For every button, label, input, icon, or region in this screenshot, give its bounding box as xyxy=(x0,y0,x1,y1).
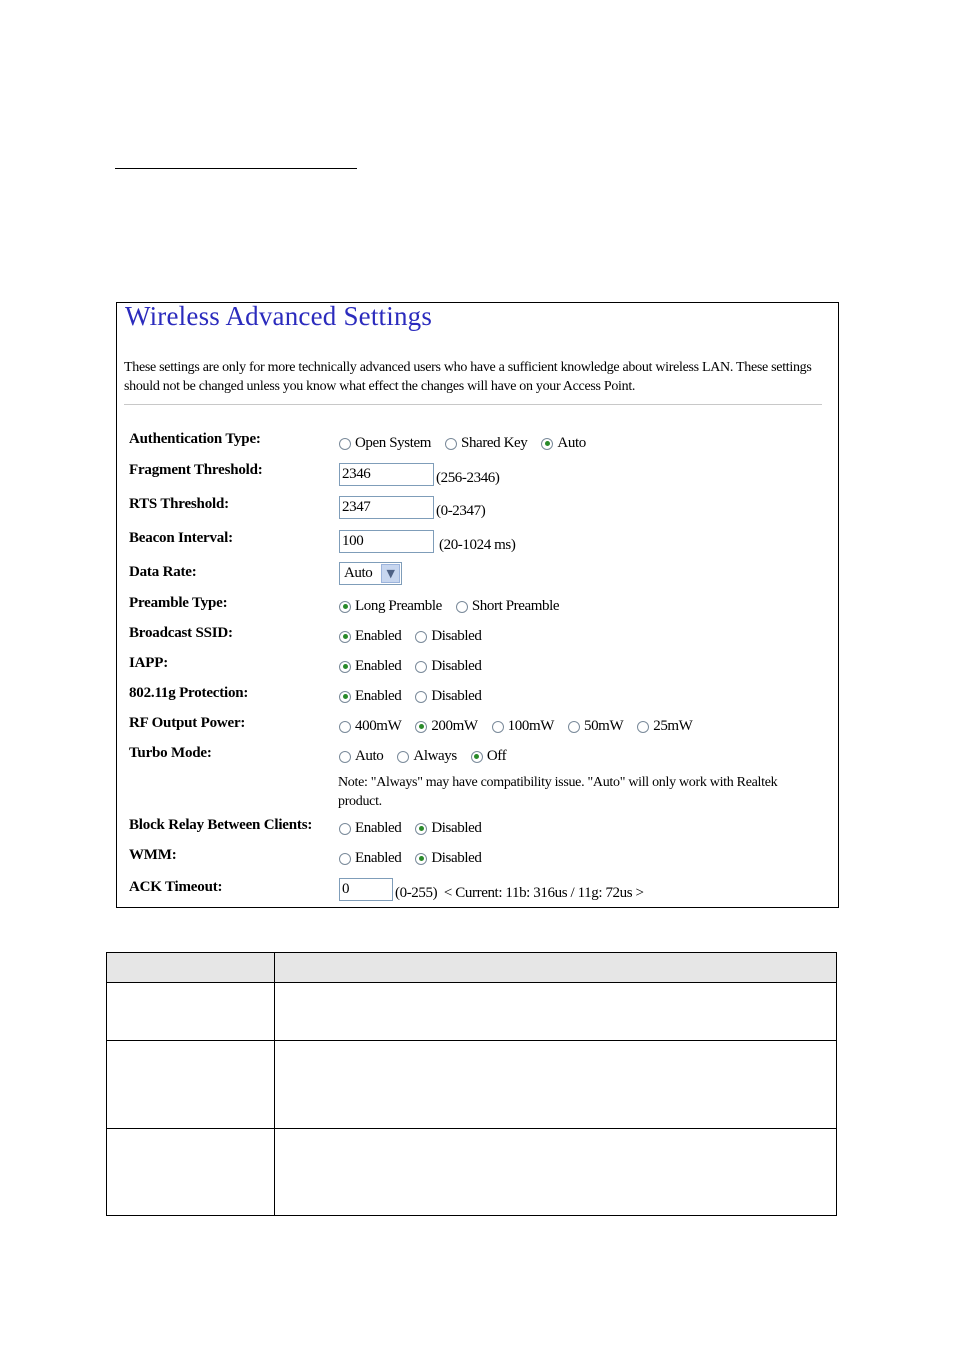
ack-timeout-label: ACK Timeout: xyxy=(129,879,223,895)
heading-underline xyxy=(115,168,357,169)
preamble-type-label: Preamble Type: xyxy=(129,595,228,611)
radio-off-icon xyxy=(415,691,427,703)
radio-off-icon xyxy=(415,661,427,673)
table-header-cell xyxy=(107,953,275,983)
rf-power-25mw-radio[interactable]: 25mW xyxy=(637,718,692,735)
preamble-type-group xyxy=(339,598,573,615)
radio-off-icon xyxy=(339,438,351,450)
radio-off-icon xyxy=(397,751,409,763)
rf-output-power-group xyxy=(339,718,706,735)
radio-on-icon xyxy=(339,601,351,613)
turbo-mode-group xyxy=(339,748,520,765)
table-row xyxy=(107,1129,837,1216)
beacon-interval-label: Beacon Interval: xyxy=(129,530,233,546)
radio-off-icon xyxy=(339,823,351,835)
radio-on-icon xyxy=(339,661,351,673)
beacon-interval-input[interactable]: 100 xyxy=(339,530,434,553)
table-cell xyxy=(275,1041,837,1129)
radio-on-icon xyxy=(471,751,483,763)
radio-off-icon xyxy=(492,721,504,733)
fragment-threshold-hint: (256-2346) xyxy=(436,470,500,486)
protection-label: 802.11g Protection: xyxy=(129,685,249,701)
turbo-always-radio[interactable]: Always xyxy=(397,748,456,765)
ack-timeout-input[interactable]: 0 xyxy=(339,878,393,901)
table-row xyxy=(107,1041,837,1129)
protection-group xyxy=(339,688,495,705)
radio-off-icon xyxy=(637,721,649,733)
wireless-advanced-settings-panel xyxy=(116,302,839,908)
turbo-mode-label: Turbo Mode: xyxy=(129,745,212,761)
beacon-interval-group xyxy=(339,529,515,554)
fragment-threshold-input[interactable]: 2346 xyxy=(339,463,434,486)
table-cell xyxy=(107,983,275,1041)
wmm-group xyxy=(339,850,495,867)
preamble-long-radio[interactable]: Long Preamble xyxy=(339,598,442,615)
table-cell xyxy=(275,983,837,1041)
iapp-enabled-radio[interactable]: Enabled xyxy=(339,658,401,675)
auth-auto-radio[interactable]: Auto xyxy=(541,435,585,452)
block-relay-disabled-radio[interactable]: Disabled xyxy=(415,820,481,837)
table-row xyxy=(107,983,837,1041)
page-title: Wireless Advanced Settings xyxy=(125,301,433,331)
rts-threshold-hint: (0-2347) xyxy=(436,503,486,519)
rts-threshold-input[interactable]: 2347 xyxy=(339,496,434,519)
iapp-group xyxy=(339,658,495,675)
radio-on-icon xyxy=(415,853,427,865)
rf-power-100mw-radio[interactable]: 100mW xyxy=(492,718,554,735)
rf-power-50mw-radio[interactable]: 50mW xyxy=(568,718,623,735)
data-rate-label: Data Rate: xyxy=(129,564,197,580)
fragment-threshold-group xyxy=(339,462,500,487)
ack-timeout-hint: (0-255) < Current: 11b: 316us / 11g: 72us > xyxy=(395,885,644,901)
radio-off-icon xyxy=(339,853,351,865)
radio-on-icon xyxy=(541,438,553,450)
settings-description-table xyxy=(106,952,837,1216)
broadcast-ssid-disabled-radio[interactable]: Disabled xyxy=(415,628,481,645)
radio-on-icon xyxy=(339,691,351,703)
block-relay-group xyxy=(339,820,495,837)
wmm-disabled-radio[interactable]: Disabled xyxy=(415,850,481,867)
preamble-short-radio[interactable]: Short Preamble xyxy=(456,598,559,615)
broadcast-ssid-label: Broadcast SSID: xyxy=(129,625,233,641)
data-rate-select[interactable]: Auto ▼ xyxy=(339,562,402,585)
table-cell xyxy=(107,1129,275,1216)
auth-open-system-radio[interactable]: Open System xyxy=(339,435,431,452)
table-header-row xyxy=(107,953,837,983)
radio-off-icon xyxy=(568,721,580,733)
panel-description: These settings are only for more technically advanced users who have a sufficient knowledge about wireless LAN. These settings should not be changed unless you know what effect the changes will have on your Access Point. xyxy=(124,360,812,394)
radio-on-icon xyxy=(415,721,427,733)
rts-threshold-label: RTS Threshold: xyxy=(129,496,229,512)
rf-output-power-label: RF Output Power: xyxy=(129,715,246,731)
fragment-threshold-label: Fragment Threshold: xyxy=(129,462,263,478)
radio-off-icon xyxy=(456,601,468,613)
table-cell xyxy=(275,1129,837,1216)
beacon-interval-hint: (20-1024 ms) xyxy=(439,537,516,553)
auth-type-label: Authentication Type: xyxy=(129,431,261,447)
turbo-off-radio[interactable]: Off xyxy=(471,748,506,765)
rf-power-200mw-radio[interactable]: 200mW xyxy=(415,718,477,735)
turbo-auto-radio[interactable]: Auto xyxy=(339,748,383,765)
table-header-cell xyxy=(275,953,837,983)
broadcast-ssid-group xyxy=(339,628,495,645)
protection-disabled-radio[interactable]: Disabled xyxy=(415,688,481,705)
iapp-disabled-radio[interactable]: Disabled xyxy=(415,658,481,675)
data-rate-group xyxy=(339,562,402,585)
protection-enabled-radio[interactable]: Enabled xyxy=(339,688,401,705)
radio-off-icon xyxy=(415,631,427,643)
block-relay-label: Block Relay Between Clients: xyxy=(129,817,313,833)
radio-off-icon xyxy=(339,721,351,733)
auth-shared-key-radio[interactable]: Shared Key xyxy=(445,435,527,452)
wmm-label: WMM: xyxy=(129,847,177,863)
iapp-label: IAPP: xyxy=(129,655,168,671)
radio-off-icon xyxy=(445,438,457,450)
table-cell xyxy=(107,1041,275,1129)
radio-on-icon xyxy=(339,631,351,643)
divider xyxy=(124,404,822,405)
wmm-enabled-radio[interactable]: Enabled xyxy=(339,850,401,867)
chevron-down-icon[interactable]: ▼ xyxy=(381,564,400,583)
radio-off-icon xyxy=(339,751,351,763)
ack-timeout-group xyxy=(339,877,644,902)
rf-power-400mw-radio[interactable]: 400mW xyxy=(339,718,401,735)
radio-on-icon xyxy=(415,823,427,835)
auth-type-group xyxy=(339,435,600,452)
turbo-mode-note: Note: "Always" may have compatibility issue. "Auto" will only work with Realtek product. xyxy=(338,775,778,809)
broadcast-ssid-enabled-radio[interactable]: Enabled xyxy=(339,628,401,645)
rts-threshold-group xyxy=(339,495,485,520)
block-relay-enabled-radio[interactable]: Enabled xyxy=(339,820,401,837)
